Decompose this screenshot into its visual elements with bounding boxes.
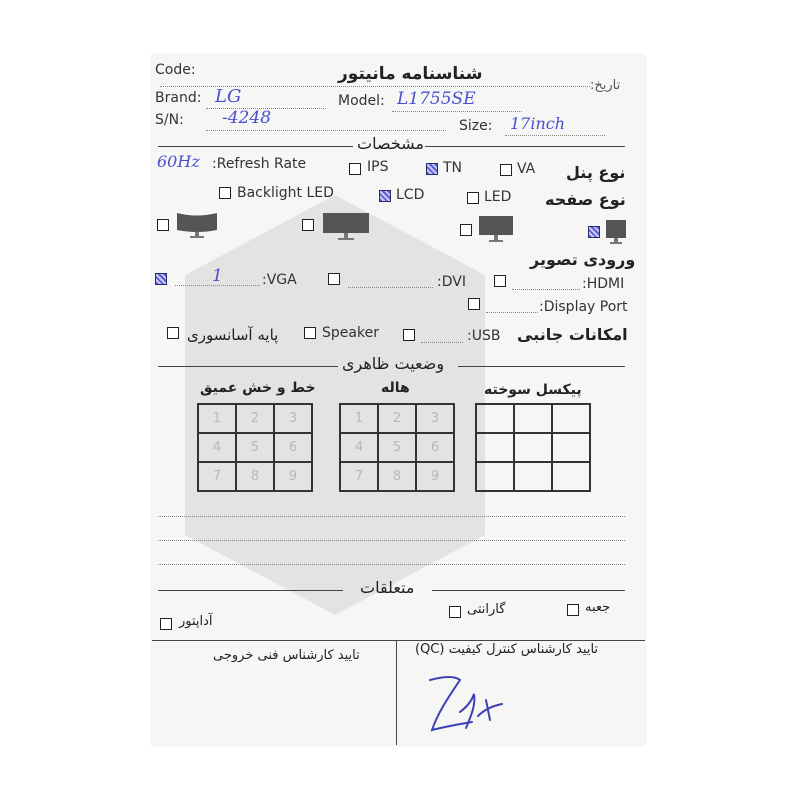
- dvi-label: :DVI: [437, 274, 466, 290]
- led-checkbox[interactable]: [467, 192, 479, 204]
- scratch-cell[interactable]: 4: [198, 433, 236, 462]
- size-label: Size:: [459, 118, 493, 134]
- halo-cell[interactable]: 1: [340, 404, 378, 433]
- dead-pixel-cell[interactable]: [514, 433, 552, 462]
- scratch-cell[interactable]: 7: [198, 462, 236, 491]
- scratch-cell[interactable]: 2: [236, 404, 274, 433]
- backlight-led-label: Backlight LED: [237, 185, 334, 201]
- usb-dotted-line: [421, 342, 463, 343]
- halo-cell[interactable]: 9: [416, 462, 454, 491]
- backlight-led-checkbox[interactable]: [219, 187, 231, 199]
- dead-pixel-cell[interactable]: [476, 433, 514, 462]
- size-value[interactable]: 17inch: [510, 114, 566, 133]
- halo-grid: [339, 403, 455, 492]
- screen-type-label: نوع صفحه: [545, 190, 626, 209]
- square-monitor-checkbox[interactable]: [588, 226, 600, 238]
- halo-cell[interactable]: 7: [340, 462, 378, 491]
- speaker-label: Speaker: [322, 325, 379, 341]
- scratch-grid: [197, 403, 313, 492]
- accessories-divider-left: [158, 590, 343, 591]
- qc-approval-label: تایید کارشناس کنترل کیفیت (QC): [415, 642, 599, 657]
- sn-label: S/N:: [155, 112, 184, 128]
- usb-label: :USB: [467, 328, 501, 344]
- dead-pixel-title: پیکسل سوخته: [484, 382, 582, 398]
- panel-va-checkbox[interactable]: [500, 164, 512, 176]
- lcd-label: LCD: [396, 187, 425, 203]
- refresh-rate-label: :Refresh Rate: [212, 156, 307, 172]
- brand-value[interactable]: LG: [215, 86, 242, 107]
- dead-pixel-grid: [475, 403, 591, 492]
- scratch-cell[interactable]: 5: [236, 433, 274, 462]
- dead-pixel-cell[interactable]: [552, 462, 590, 491]
- halo-cell[interactable]: 5: [378, 433, 416, 462]
- adapter-label: آداپتور: [179, 614, 213, 629]
- warranty-checkbox[interactable]: [449, 606, 461, 618]
- square-monitor-icon: [605, 218, 627, 246]
- halo-cell[interactable]: 6: [416, 433, 454, 462]
- elevator-stand-checkbox[interactable]: [167, 327, 179, 339]
- dvi-dotted-line: [348, 287, 433, 288]
- approval-divider: [152, 640, 645, 641]
- video-input-label: ورودی تصویر: [530, 250, 636, 269]
- dead-pixel-cell[interactable]: [552, 433, 590, 462]
- scratch-cell[interactable]: 8: [236, 462, 274, 491]
- dead-pixel-cell[interactable]: [476, 404, 514, 433]
- hdmi-checkbox[interactable]: [494, 275, 506, 287]
- halo-cell[interactable]: 3: [416, 404, 454, 433]
- wide-monitor-icon: [322, 211, 370, 243]
- size-dotted-line: [505, 135, 605, 136]
- form-title: شناسنامه مانیتور: [338, 64, 483, 84]
- model-value[interactable]: L1755SE: [397, 89, 476, 109]
- model-dotted-line: [392, 111, 522, 112]
- curved-monitor-checkbox[interactable]: [157, 219, 169, 231]
- dead-pixel-cell[interactable]: [514, 404, 552, 433]
- accessories-section-title: متعلقات: [360, 578, 415, 597]
- adapter-checkbox[interactable]: [160, 618, 172, 630]
- dead-pixel-cell[interactable]: [514, 462, 552, 491]
- panel-va-label: VA: [517, 161, 536, 177]
- halo-cell[interactable]: 4: [340, 433, 378, 462]
- appearance-section-title: وضعیت ظاهری: [342, 354, 445, 373]
- dvi-checkbox[interactable]: [328, 273, 340, 285]
- date-label: تاریخ:: [590, 78, 621, 93]
- halo-cell[interactable]: 8: [378, 462, 416, 491]
- appearance-divider-right: [458, 366, 625, 367]
- sn-value[interactable]: -4248: [222, 108, 272, 128]
- accessories-divider-right: [432, 590, 625, 591]
- approval-column-divider: [396, 640, 397, 745]
- dead-pixel-cell[interactable]: [476, 462, 514, 491]
- panel-type-label: نوع پنل: [566, 163, 626, 182]
- refresh-rate-value[interactable]: 60Hz: [157, 152, 200, 171]
- notes-line: [158, 564, 625, 565]
- panel-ips-checkbox[interactable]: [349, 163, 361, 175]
- appearance-divider-left: [158, 366, 338, 367]
- features-label: امکانات جانبی: [517, 325, 628, 344]
- dead-pixel-cell[interactable]: [552, 404, 590, 433]
- vga-label: :VGA: [262, 272, 297, 288]
- halo-title: هاله: [381, 380, 410, 396]
- panel-tn-label: TN: [443, 160, 463, 176]
- specs-divider-right: [425, 146, 625, 147]
- specs-section-title: مشخصات: [357, 134, 424, 153]
- usb-checkbox[interactable]: [403, 329, 415, 341]
- wide-monitor-checkbox[interactable]: [302, 219, 314, 231]
- displayport-dotted-line: [486, 312, 538, 313]
- box-checkbox[interactable]: [567, 604, 579, 616]
- code-label: Code:: [155, 62, 196, 78]
- scratch-cell[interactable]: 1: [198, 404, 236, 433]
- scratch-cell[interactable]: 3: [274, 404, 312, 433]
- elevator-stand-label: پایه آسانسوری: [187, 326, 279, 344]
- qc-signature: [420, 670, 510, 740]
- standard-monitor-checkbox[interactable]: [460, 224, 472, 236]
- box-label: جعبه: [585, 600, 611, 615]
- model-label: Model:: [338, 93, 385, 109]
- sn-dotted-line: [206, 130, 446, 131]
- speaker-checkbox[interactable]: [304, 327, 316, 339]
- curved-monitor-icon: [176, 210, 218, 240]
- hdmi-dotted-line: [512, 289, 580, 290]
- specs-divider-left: [158, 146, 353, 147]
- vga-checkbox[interactable]: [155, 273, 167, 285]
- panel-ips-label: IPS: [367, 159, 389, 175]
- vga-dotted-line: [175, 285, 260, 286]
- brand-label: Brand:: [155, 90, 202, 106]
- vga-count[interactable]: 1: [212, 266, 223, 286]
- displayport-label: :Display Port: [539, 299, 628, 315]
- scratch-cell[interactable]: 6: [274, 433, 312, 462]
- warranty-label: گارانتی: [467, 602, 506, 617]
- lcd-checkbox[interactable]: [379, 190, 391, 202]
- panel-tn-checkbox[interactable]: [426, 163, 438, 175]
- notes-line: [158, 540, 625, 541]
- displayport-checkbox[interactable]: [468, 298, 480, 310]
- tech-approval-label: تایید کارشناس فنی خروجی: [213, 648, 360, 663]
- led-label: LED: [484, 189, 512, 205]
- standard-monitor-icon: [478, 214, 514, 244]
- hdmi-label: :HDMI: [582, 276, 625, 292]
- halo-cell[interactable]: 2: [378, 404, 416, 433]
- scratch-title: خط و خش عمیق: [200, 380, 316, 396]
- scratch-cell[interactable]: 9: [274, 462, 312, 491]
- notes-line: [158, 516, 625, 517]
